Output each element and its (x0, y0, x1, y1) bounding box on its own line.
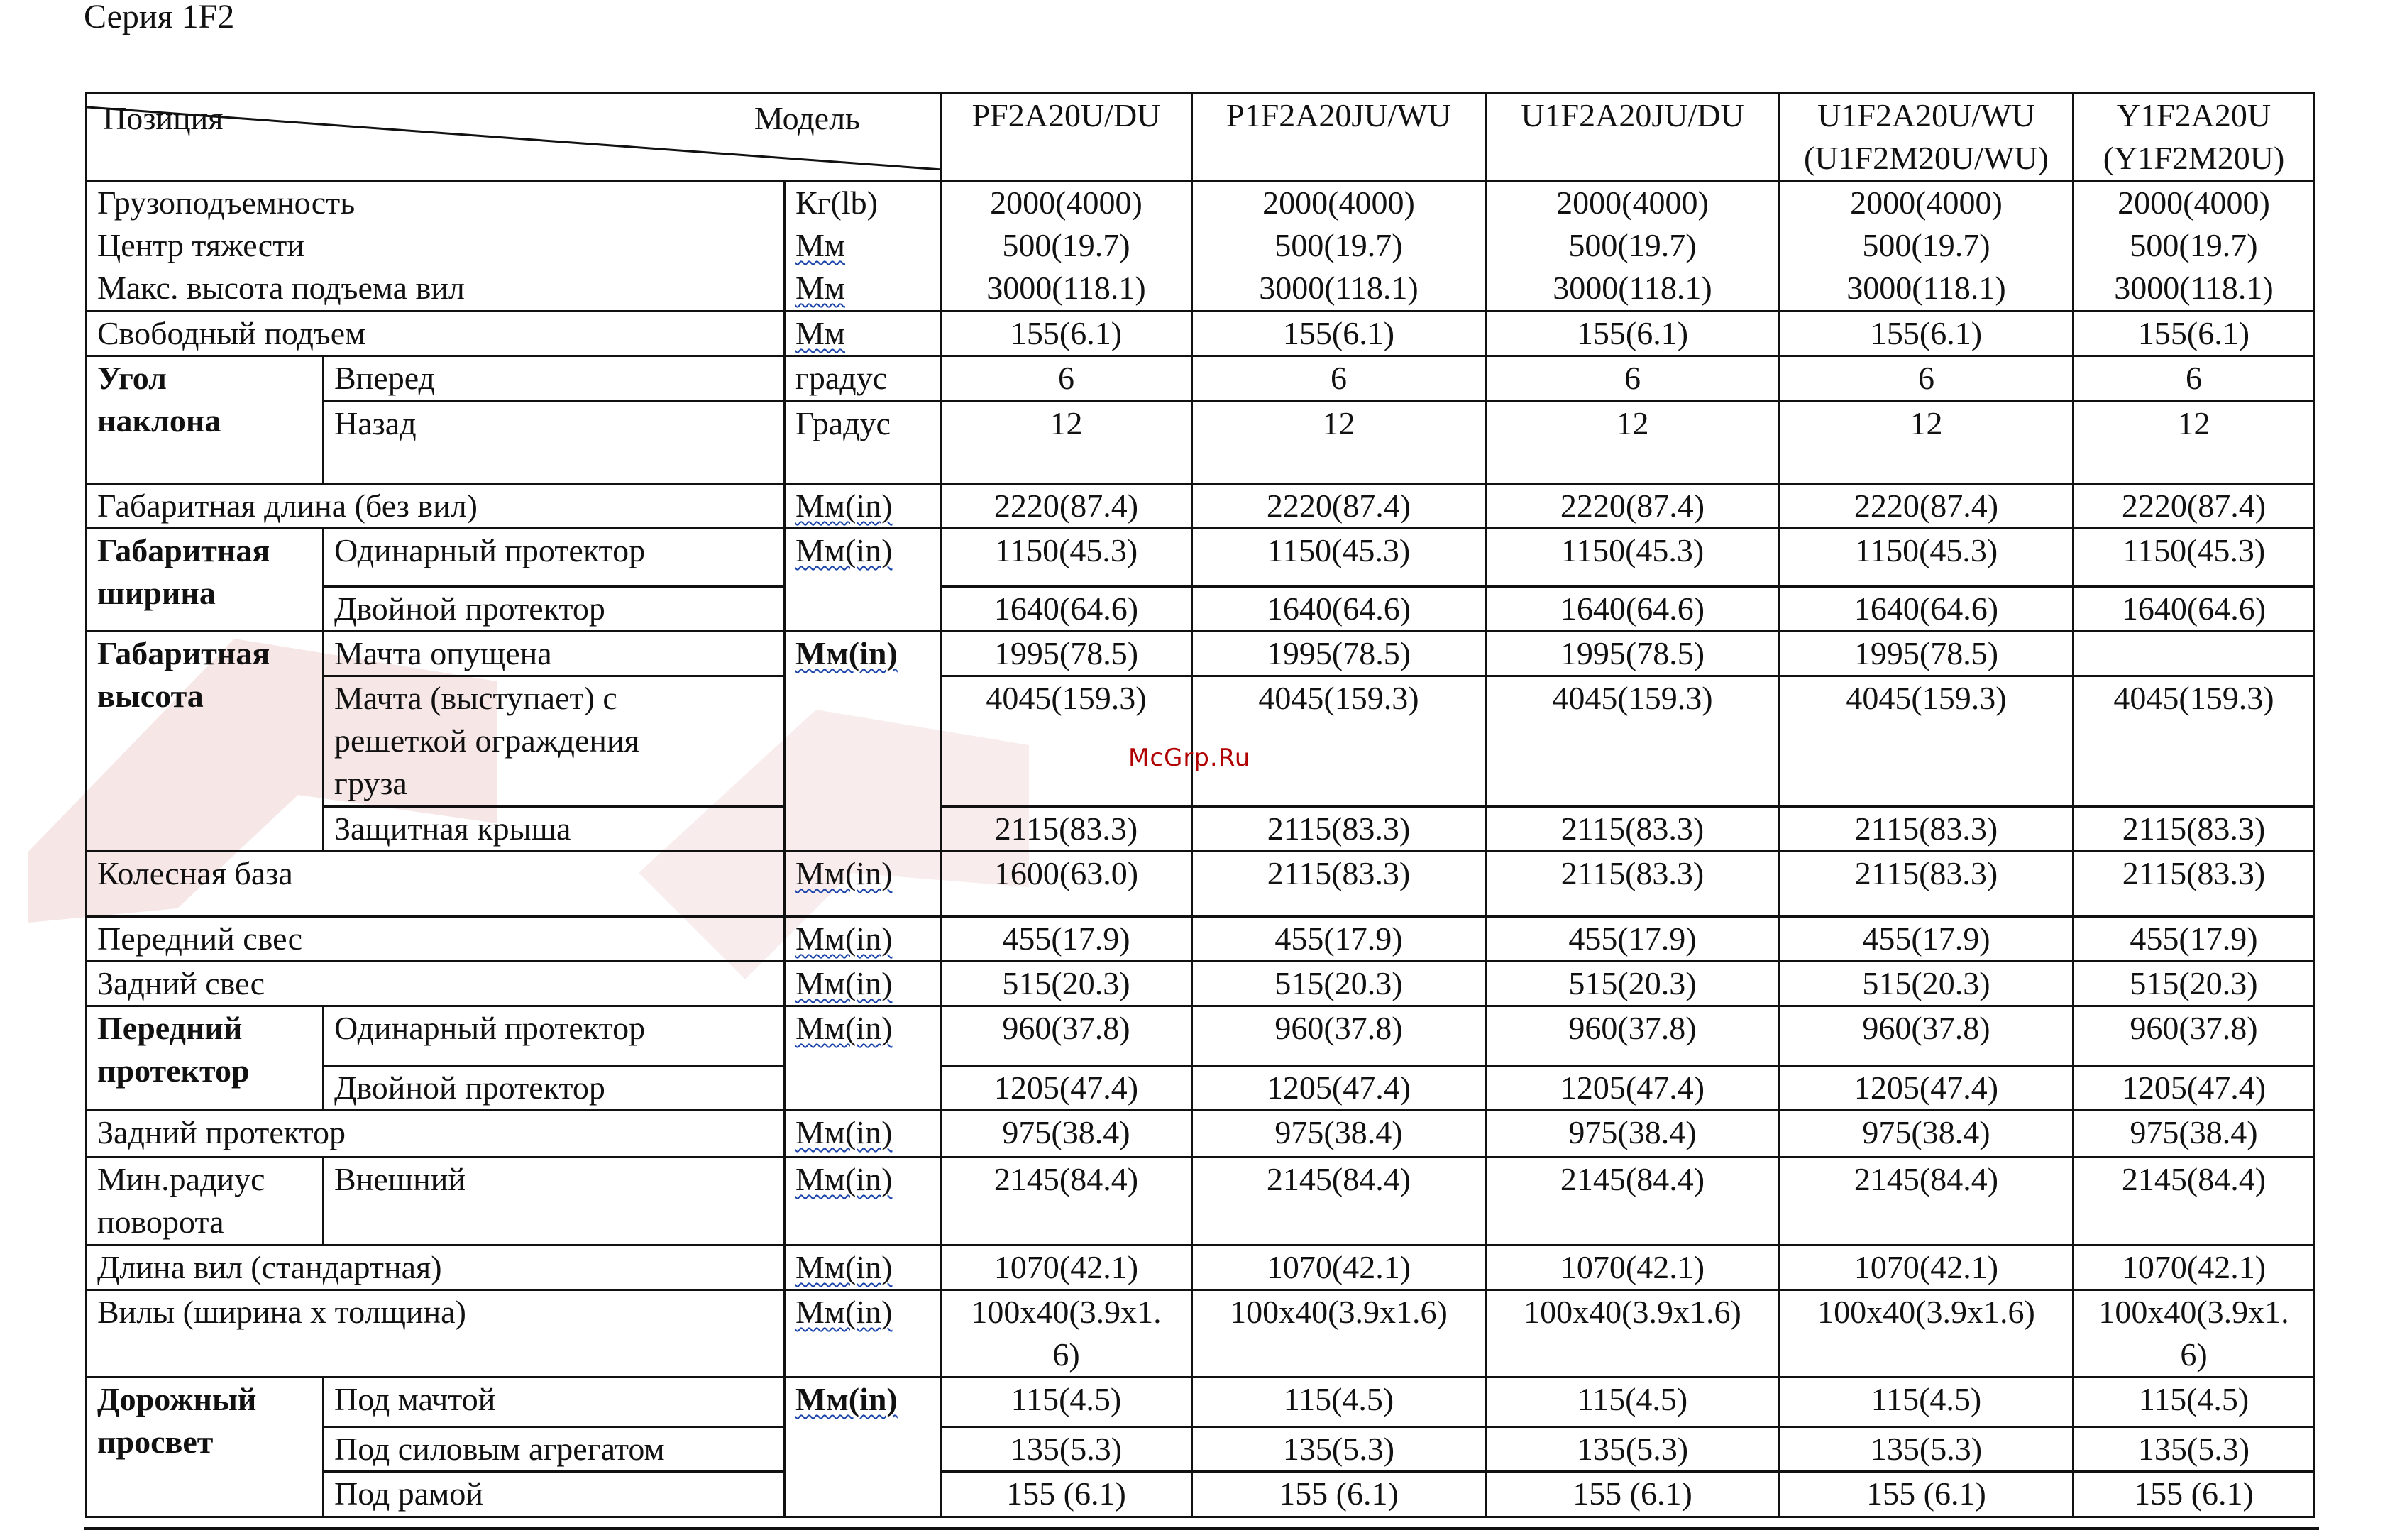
row-unit: Мм(in) (785, 852, 941, 917)
value-cell: 135(5.3) (2074, 1427, 2315, 1472)
value-cell: 1150(45.3) (941, 529, 1192, 587)
value-cell: 2115(83.3) (1192, 852, 1486, 917)
value-cell: 155(6.1) (1192, 312, 1486, 356)
value-cell: 6 (1192, 356, 1486, 402)
row-label: Длина вил (стандартная) (87, 1245, 785, 1290)
value-cell: 2000(4000) 500(19.7) 3000(118.1) (1192, 181, 1486, 312)
value-cell: 1070(42.1) (941, 1245, 1192, 1290)
row-label: Свободный подъем (87, 312, 785, 356)
value-cell: 1640(64.6) (941, 587, 1192, 632)
value-cell: 115(4.5) (1486, 1377, 1780, 1427)
value-cell: 1150(45.3) (2074, 529, 2315, 587)
value-cell: 155(6.1) (1486, 312, 1780, 356)
row-unit: Мм(in) (785, 1111, 941, 1157)
value-cell: 515(20.3) (2074, 962, 2315, 1006)
row-unit: Мм (785, 312, 941, 356)
tilt-forward-row (87, 356, 2315, 402)
value-cell: 1995(78.5) (1486, 632, 1780, 676)
value-cell: 515(20.3) (1192, 962, 1486, 1006)
value-cell: 6 (941, 356, 1192, 402)
value-cell: 155 (6.1) (2074, 1472, 2315, 1517)
fork-length-row (87, 1245, 2315, 1290)
free-lift-row (87, 312, 2315, 356)
row-unit: Мм(in) (785, 917, 941, 962)
model-header: PF2A20U/DU (941, 94, 1192, 181)
model-header: Y1F2A20U (Y1F2M20U) (2074, 94, 2315, 181)
length-row (87, 484, 2315, 529)
row-label: Вперед (324, 356, 785, 402)
value-cell: 975(38.4) (941, 1111, 1192, 1157)
value-cell: 1640(64.6) (2074, 587, 2315, 632)
row-unit: Мм(in) (785, 1157, 941, 1245)
value-cell: 2000(4000) 500(19.7) 3000(118.1) (1780, 181, 2074, 312)
value-cell: 455(17.9) (941, 917, 1192, 962)
value-cell: 115(4.5) (1780, 1377, 2074, 1427)
front-tread-group-label: Передний протектор (87, 1006, 324, 1111)
value-cell: 960(37.8) (1486, 1006, 1780, 1066)
row-label: Габаритная длина (без вил) (87, 484, 785, 529)
value-cell: 1070(42.1) (1780, 1245, 2074, 1290)
front-tread-double-row (87, 1066, 2315, 1111)
value-cell: 1150(45.3) (1486, 529, 1780, 587)
value-cell: 1205(47.4) (1486, 1066, 1780, 1111)
height-extended-row (87, 676, 2315, 807)
value-cell: 100х40(3.9х1. 6) (941, 1290, 1192, 1377)
height-guard-row (87, 807, 2315, 852)
value-cell: 960(37.8) (1780, 1006, 2074, 1066)
capacity-labels: Грузоподъемность Центр тяжести Макс. высота подъема вил (87, 181, 785, 312)
value-cell: 100х40(3.9х1. 6) (2074, 1290, 2315, 1377)
row-label: Колесная база (87, 852, 785, 917)
row-label: Двойной протектор (324, 1066, 785, 1111)
model-header: U1F2A20U/WU (U1F2M20U/WU) (1780, 94, 2074, 181)
row-label: Двойной протектор (324, 587, 785, 632)
height-lowered-row (87, 632, 2315, 676)
value-cell: 12 (1486, 402, 1780, 484)
capacity-row (87, 181, 2315, 312)
value-cell: 12 (1192, 402, 1486, 484)
value-cell: 135(5.3) (941, 1427, 1192, 1472)
value-cell: 100х40(3.9х1.6) (1486, 1290, 1780, 1377)
value-cell: 135(5.3) (1192, 1427, 1486, 1472)
row-label: Передний свес (87, 917, 785, 962)
value-cell: 1640(64.6) (1192, 587, 1486, 632)
value-cell: 2115(83.3) (2074, 807, 2315, 852)
value-cell: 12 (1780, 402, 2074, 484)
value-cell: 155 (6.1) (1486, 1472, 1780, 1517)
value-cell: 1640(64.6) (1486, 587, 1780, 632)
header-diagonal-cell (87, 94, 941, 181)
clearance-power-row (87, 1427, 2315, 1472)
turning-group-label: Мин.радиус поворота (87, 1157, 324, 1245)
value-cell: 960(37.8) (2074, 1006, 2315, 1066)
value-cell: 155(6.1) (941, 312, 1192, 356)
value-cell: 1995(78.5) (941, 632, 1192, 676)
row-label: Вилы (ширина х толщина) (87, 1290, 785, 1377)
value-cell: 115(4.5) (2074, 1377, 2315, 1427)
value-cell: 975(38.4) (1780, 1111, 2074, 1157)
value-cell: 2115(83.3) (1780, 807, 2074, 852)
value-cell: 155 (6.1) (941, 1472, 1192, 1517)
row-label: Под мачтой (324, 1377, 785, 1427)
row-unit: Мм(in) (785, 484, 941, 529)
value-cell: 2220(87.4) (2074, 484, 2315, 529)
row-unit: Мм(in) (785, 1377, 941, 1517)
value-cell: 1070(42.1) (1192, 1245, 1486, 1290)
row-unit: градус (785, 356, 941, 402)
value-cell: 12 (2074, 402, 2315, 484)
value-cell: 455(17.9) (1486, 917, 1780, 962)
value-cell: 6 (1486, 356, 1780, 402)
value-cell: 2115(83.3) (1486, 807, 1780, 852)
value-cell: 2145(84.4) (1486, 1157, 1780, 1245)
value-cell: 960(37.8) (1192, 1006, 1486, 1066)
front-overhang-row (87, 917, 2315, 962)
value-cell: 135(5.3) (1780, 1427, 2074, 1472)
rear-tread-row (87, 1111, 2315, 1157)
clearance-frame-row (87, 1472, 2315, 1517)
value-cell: 115(4.5) (941, 1377, 1192, 1427)
forks-size-row (87, 1290, 2315, 1377)
value-cell: 2220(87.4) (941, 484, 1192, 529)
front-tread-single-row (87, 1006, 2315, 1066)
page-title: Серия 1F2 (84, 0, 235, 35)
row-label: Задний свес (87, 962, 785, 1006)
clearance-group-label: Дорожный просвет (87, 1377, 324, 1517)
turning-radius-row (87, 1157, 2315, 1245)
value-cell: 2220(87.4) (1486, 484, 1780, 529)
value-cell: 6 (1780, 356, 2074, 402)
value-cell: 4045(159.3) (1780, 676, 2074, 807)
width-single-row (87, 529, 2315, 587)
clearance-mast-row (87, 1377, 2315, 1427)
value-cell: 155(6.1) (1780, 312, 2074, 356)
value-cell: 1205(47.4) (2074, 1066, 2315, 1111)
watermark-text: McGrp.Ru (1128, 744, 1251, 772)
row-unit: Мм(in) (785, 529, 941, 632)
spec-table (85, 92, 2315, 1518)
value-cell: 515(20.3) (941, 962, 1192, 1006)
value-cell: 1205(47.4) (941, 1066, 1192, 1111)
value-cell: 2000(4000) 500(19.7) 3000(118.1) (941, 181, 1192, 312)
footer-divider (84, 1527, 2319, 1530)
rear-overhang-row (87, 962, 2315, 1006)
capacity-units: Кг(lb) Мм Мм (785, 181, 941, 312)
value-cell: 2000(4000) 500(19.7) 3000(118.1) (2074, 181, 2315, 312)
value-cell: 4045(159.3) (2074, 676, 2315, 807)
value-cell: 2000(4000) 500(19.7) 3000(118.1) (1486, 181, 1780, 312)
value-cell: 455(17.9) (1780, 917, 2074, 962)
value-cell: 2115(83.3) (1192, 807, 1486, 852)
row-unit: Градус (785, 402, 941, 484)
value-cell: 12 (941, 402, 1192, 484)
value-cell: 4045(159.3) (1192, 676, 1486, 807)
row-unit: Мм(in) (785, 962, 941, 1006)
value-cell: 1070(42.1) (2074, 1245, 2315, 1290)
value-cell: 155(6.1) (2074, 312, 2315, 356)
value-cell: 100х40(3.9х1.6) (1780, 1290, 2074, 1377)
value-cell: 2115(83.3) (2074, 852, 2315, 917)
row-label: Под силовым агрегатом (324, 1427, 785, 1472)
value-cell: 1150(45.3) (1780, 529, 2074, 587)
model-header: U1F2A20JU/DU (1486, 94, 1780, 181)
value-cell: 1070(42.1) (1486, 1245, 1780, 1290)
tilt-back-row (87, 402, 2315, 484)
value-cell: 4045(159.3) (1486, 676, 1780, 807)
row-unit: Мм(in) (785, 632, 941, 852)
value-cell: 155 (6.1) (1192, 1472, 1486, 1517)
value-cell: 115(4.5) (1192, 1377, 1486, 1427)
value-cell: 975(38.4) (1486, 1111, 1780, 1157)
value-cell: 4045(159.3) (941, 676, 1192, 807)
value-cell: 2115(83.3) (941, 807, 1192, 852)
value-cell: 455(17.9) (1192, 917, 1486, 962)
value-cell: 1640(64.6) (1780, 587, 2074, 632)
row-label: Под рамой (324, 1472, 785, 1517)
value-cell: 975(38.4) (1192, 1111, 1486, 1157)
value-cell: 1150(45.3) (1192, 529, 1486, 587)
row-label: Одинарный протектор (324, 1006, 785, 1066)
row-label: Назад (324, 402, 785, 484)
row-unit: Мм(in) (785, 1006, 941, 1111)
value-cell: 1600(63.0) (941, 852, 1192, 917)
width-group-label: Габаритная ширина (87, 529, 324, 632)
value-cell: 2115(83.3) (1780, 852, 2074, 917)
model-header: P1F2A20JU/WU (1192, 94, 1486, 181)
wheelbase-row (87, 852, 2315, 917)
tilt-group-label: Угол наклона (87, 356, 324, 484)
row-unit: Мм(in) (785, 1245, 941, 1290)
row-label: Задний протектор (87, 1111, 785, 1157)
value-cell: 515(20.3) (1780, 962, 2074, 1006)
value-cell: 155 (6.1) (1780, 1472, 2074, 1517)
row-label: Одинарный протектор (324, 529, 785, 587)
value-cell: 2145(84.4) (2074, 1157, 2315, 1245)
value-cell: 6 (2074, 356, 2315, 402)
header-row (87, 94, 2315, 181)
value-cell: 515(20.3) (1486, 962, 1780, 1006)
value-cell: 2145(84.4) (941, 1157, 1192, 1245)
value-cell: 2220(87.4) (1192, 484, 1486, 529)
value-cell: 455(17.9) (2074, 917, 2315, 962)
value-cell: 2145(84.4) (1780, 1157, 2074, 1245)
value-cell (2074, 632, 2315, 676)
value-cell: 975(38.4) (2074, 1111, 2315, 1157)
value-cell: 100х40(3.9х1.6) (1192, 1290, 1486, 1377)
width-double-row (87, 587, 2315, 632)
height-group-label: Габаритная высота (87, 632, 324, 852)
row-label: Мачта (выступает) с решеткой ограждения груза (324, 676, 785, 807)
value-cell: 2115(83.3) (1486, 852, 1780, 917)
row-label: Внешний (324, 1157, 785, 1245)
value-cell: 2220(87.4) (1780, 484, 2074, 529)
value-cell: 1205(47.4) (1192, 1066, 1486, 1111)
value-cell: 135(5.3) (1486, 1427, 1780, 1472)
header-model-label: Модель (754, 100, 860, 136)
row-label: Защитная крыша (324, 807, 785, 852)
value-cell: 960(37.8) (941, 1006, 1192, 1066)
value-cell: 2145(84.4) (1192, 1157, 1486, 1245)
value-cell: 1995(78.5) (1780, 632, 2074, 676)
value-cell: 1205(47.4) (1780, 1066, 2074, 1111)
value-cell: 1995(78.5) (1192, 632, 1486, 676)
row-unit: Мм(in) (785, 1290, 941, 1377)
header-position-label: Позиция (103, 100, 224, 136)
row-label: Мачта опущена (324, 632, 785, 676)
